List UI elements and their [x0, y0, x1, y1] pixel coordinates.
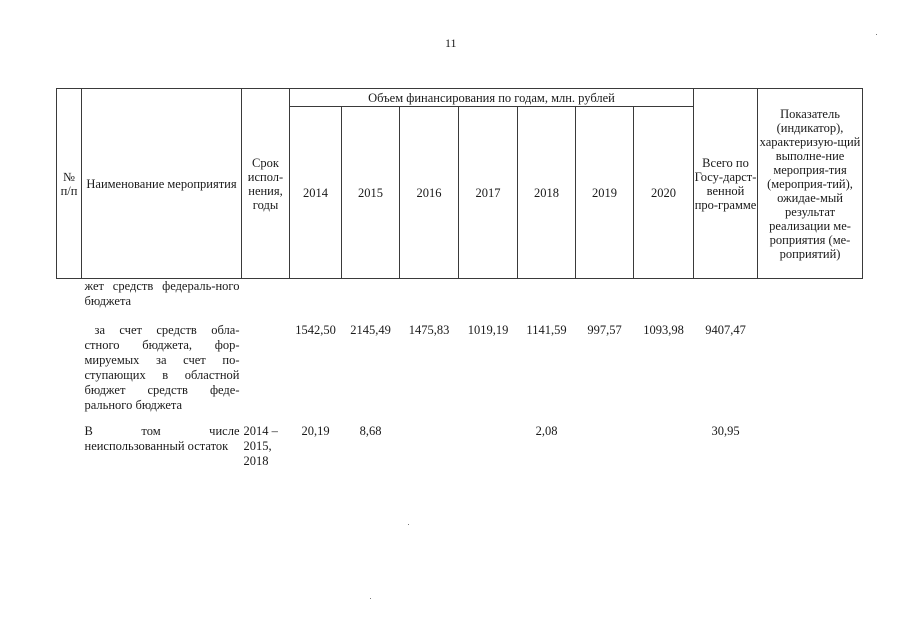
header-year: 2020	[634, 107, 694, 279]
header-total: Всего по Госу-дарст-венной про-грамме	[694, 89, 758, 279]
table-row	[57, 424, 863, 470]
row-value	[459, 424, 518, 470]
row-total: 9407,47	[705, 323, 746, 337]
scan-speck	[370, 598, 371, 599]
row-name: В том числе неиспользованный остаток	[84, 424, 240, 453]
row-indicator	[758, 321, 863, 424]
row-number	[57, 424, 82, 470]
header-term: Срок испол-нения, годы	[242, 89, 290, 279]
row-name: за счет средств обла-стного бюджета, фор-мируемых за счет по-ступающих в областной бюджет средств феде-рального бюджета	[84, 323, 240, 412]
row-value	[518, 279, 576, 322]
row-value: 1475,83	[408, 323, 450, 337]
page-number: 11	[445, 36, 457, 50]
header-year: 2018	[518, 107, 576, 279]
row-value	[459, 279, 518, 322]
header-number: № п/п	[57, 89, 82, 279]
row-indicator	[758, 424, 863, 470]
row-value: 997,57	[587, 323, 622, 337]
row-term	[242, 321, 290, 424]
row-value: 1542,50	[295, 323, 336, 337]
row-value: 2,08	[535, 424, 558, 438]
row-value: 2145,49	[350, 323, 391, 337]
header-indicator: Показатель (индикатор), характеризую-щий выполне-ние мероприя-тия (мероприя-тий), ожидае-мый результат реализации ме-роприятия (ме-роприятий)	[758, 89, 863, 279]
table-row	[57, 279, 863, 322]
row-value	[400, 279, 459, 322]
row-name: жет средств федераль-ного бюджета	[84, 279, 240, 308]
row-value: 1093,98	[643, 323, 684, 337]
row-number	[57, 321, 82, 424]
scan-speck	[876, 34, 877, 35]
row-value: 1019,19	[467, 323, 509, 337]
row-term: 2014 – 2015, 2018	[243, 424, 278, 468]
row-value: 1141,59	[526, 323, 567, 337]
header-name: Наименование мероприятия	[82, 89, 242, 279]
header-year: 2017	[459, 107, 518, 279]
row-value	[634, 424, 694, 470]
header-year: 2016	[400, 107, 459, 279]
row-value	[576, 279, 634, 322]
row-value: 20,19	[301, 424, 330, 438]
row-total	[694, 279, 758, 322]
row-value: 8,68	[359, 424, 382, 438]
row-total: 30,95	[711, 424, 740, 438]
row-number	[57, 279, 82, 322]
header-year: 2019	[576, 107, 634, 279]
header-year: 2014	[290, 107, 342, 279]
scan-speck	[408, 524, 409, 525]
table-row	[57, 321, 863, 424]
financing-table	[56, 88, 863, 470]
row-value	[342, 279, 400, 322]
row-indicator	[758, 279, 863, 322]
row-value	[290, 279, 342, 322]
row-value	[400, 424, 459, 470]
header-financing-group: Объем финансирования по годам, млн. рублей	[290, 89, 694, 107]
row-value	[576, 424, 634, 470]
row-term	[242, 279, 290, 322]
header-year: 2015	[342, 107, 400, 279]
row-value	[634, 279, 694, 322]
